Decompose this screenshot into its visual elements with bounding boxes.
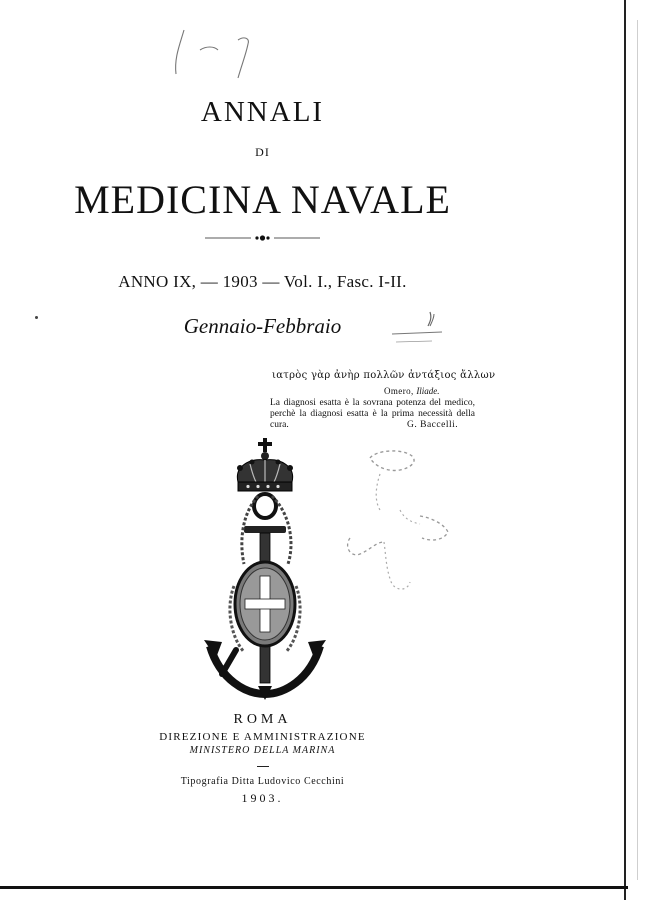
library-stamp-icon xyxy=(340,446,455,596)
imprint-year: 1903. xyxy=(241,791,284,805)
quote-text: La diagnosi esatta è la sovrana potenza del medico, perchè la diagnosi esatta è la prima necessità della cura. xyxy=(270,398,475,430)
handwritten-check-icon xyxy=(390,308,450,348)
quote-author: G. Baccelli. xyxy=(407,420,459,430)
imprint-publisher: DIREZIONE E AMMINISTRAZIONE xyxy=(159,731,366,743)
title-line-3: MEDICINA NAVALE xyxy=(74,177,451,222)
page-edge-shadow xyxy=(637,20,638,880)
imprint-ministry: MINISTERO DELLA MARINA xyxy=(189,745,336,756)
epigraph-attribution xyxy=(384,386,440,396)
epigraph-author: Omero, xyxy=(384,386,414,396)
title-line-1: ANNALI xyxy=(200,96,325,128)
title-line-2: DI xyxy=(255,145,270,159)
crowned-anchor-red-cross-icon xyxy=(200,436,330,702)
issue-line: ANNO IX, — 1903 — Vol. I., Fasc. I-II. xyxy=(118,272,407,291)
handwritten-mark-icon xyxy=(160,24,260,84)
dot-ornament-icon xyxy=(205,232,320,244)
epigraph-greek: ιατρὸς γὰρ ἀνὴρ πολλῶν ἀντάξιος ἄλλων xyxy=(272,370,496,381)
imprint-divider xyxy=(257,766,269,767)
imprint-printer: Tipografia Ditta Ludovico Cecchini xyxy=(180,776,345,787)
epigraph-work: Iliade. xyxy=(416,386,440,396)
imprint-city: ROMA xyxy=(233,712,292,727)
page-edge-rule xyxy=(624,0,626,900)
issue-months: Gennaio-Febbraio xyxy=(183,314,342,338)
page-bottom-rule xyxy=(0,886,628,889)
